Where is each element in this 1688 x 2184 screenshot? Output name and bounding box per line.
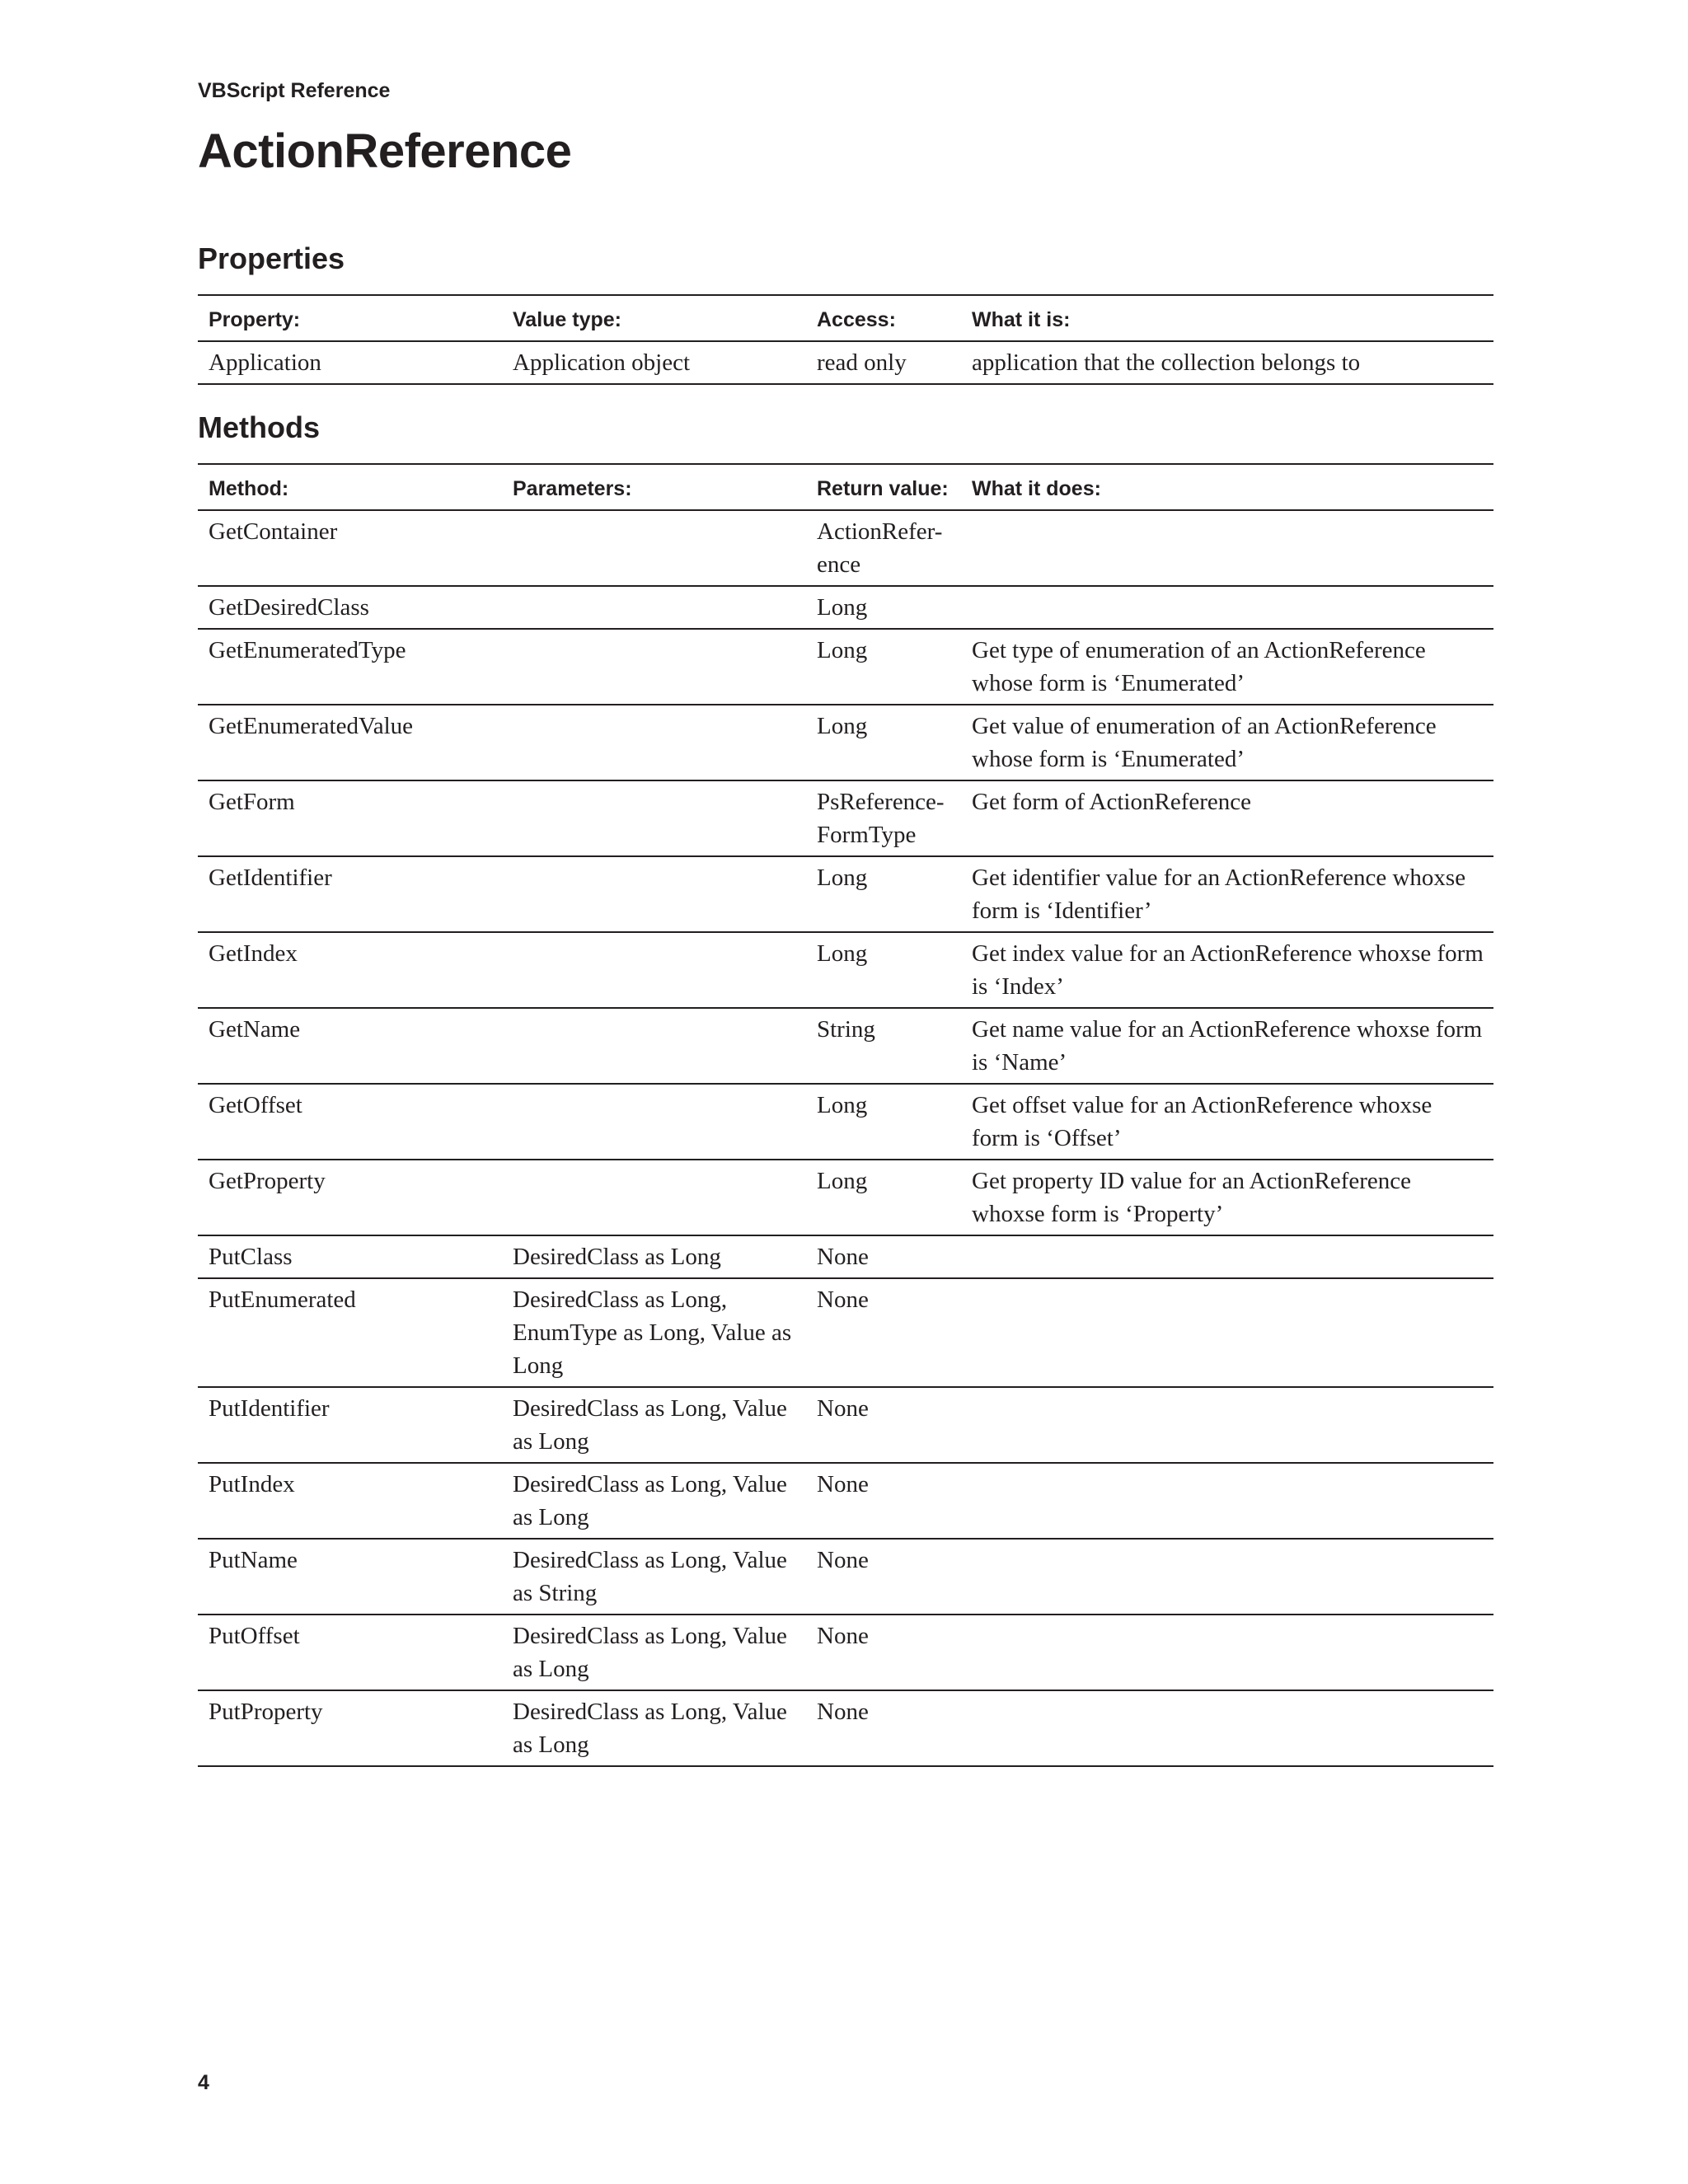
table-cell: PsReference-FormType <box>806 780 961 856</box>
table-cell <box>502 856 806 932</box>
table-row <box>198 705 1493 780</box>
table-cell: read only <box>806 341 961 384</box>
table-cell: Get value of enumeration of an ActionReference whose form is ‘Enumerated’ <box>961 705 1493 780</box>
table-cell: None <box>806 1235 961 1278</box>
table-row <box>198 1084 1493 1160</box>
table-cell: String <box>806 1008 961 1084</box>
table-cell <box>502 1160 806 1235</box>
column-header: Parameters: <box>502 464 806 510</box>
table-cell: None <box>806 1690 961 1766</box>
column-header: Property: <box>198 295 502 341</box>
methods-table-body <box>198 510 1493 1766</box>
table-cell <box>961 1463 1493 1539</box>
table-row <box>198 1387 1493 1463</box>
table-cell: DesiredClass as Long <box>502 1235 806 1278</box>
properties-table <box>198 294 1493 385</box>
table-cell: GetEnumeratedValue <box>198 705 502 780</box>
column-header: Value type: <box>502 295 806 341</box>
table-cell: application that the collection belongs to <box>961 341 1493 384</box>
table-row <box>198 780 1493 856</box>
table-cell: PutOffset <box>198 1615 502 1690</box>
column-header: Return value: <box>806 464 961 510</box>
table-cell <box>961 1690 1493 1766</box>
table-cell: GetForm <box>198 780 502 856</box>
table-row <box>198 510 1493 586</box>
table-cell: PutIdentifier <box>198 1387 502 1463</box>
table-cell <box>961 1278 1493 1387</box>
table-cell: Long <box>806 1160 961 1235</box>
table-row <box>198 1008 1493 1084</box>
table-cell: GetContainer <box>198 510 502 586</box>
methods-table <box>198 463 1493 1767</box>
table-cell <box>961 586 1493 629</box>
table-cell: DesiredClass as Long, Value as String <box>502 1539 806 1615</box>
table-cell <box>502 932 806 1008</box>
table-cell: Get property ID value for an ActionReference whoxse form is ‘Property’ <box>961 1160 1493 1235</box>
table-cell: GetDesiredClass <box>198 586 502 629</box>
table-cell: DesiredClass as Long, Value as Long <box>502 1463 806 1539</box>
table-row <box>198 586 1493 629</box>
table-cell: None <box>806 1539 961 1615</box>
table-row <box>198 1160 1493 1235</box>
table-row <box>198 1690 1493 1766</box>
table-cell: Application <box>198 341 502 384</box>
properties-heading: Properties <box>198 241 345 275</box>
table-cell: GetProperty <box>198 1160 502 1235</box>
table-cell: Long <box>806 705 961 780</box>
table-cell: Long <box>806 932 961 1008</box>
table-cell <box>502 705 806 780</box>
table-cell: PutName <box>198 1539 502 1615</box>
table-cell: GetEnumeratedType <box>198 629 502 705</box>
methods-header-row <box>198 464 1493 510</box>
table-row <box>198 1615 1493 1690</box>
column-header: What it does: <box>961 464 1493 510</box>
table-cell: GetIndex <box>198 932 502 1008</box>
page-number: 4 <box>198 2071 209 2094</box>
table-cell <box>502 586 806 629</box>
page-title: ActionReference <box>198 124 572 178</box>
table-cell <box>502 510 806 586</box>
table-cell: Application object <box>502 341 806 384</box>
table-row <box>198 629 1493 705</box>
table-cell <box>502 629 806 705</box>
methods-heading: Methods <box>198 410 320 444</box>
table-cell: Get identifier value for an ActionReference whoxse form is ‘Identifier’ <box>961 856 1493 932</box>
table-cell: None <box>806 1278 961 1387</box>
table-cell <box>961 1539 1493 1615</box>
table-row <box>198 856 1493 932</box>
column-header: Method: <box>198 464 502 510</box>
table-cell: Get name value for an ActionReference whoxse form is ‘Name’ <box>961 1008 1493 1084</box>
table-cell: Get offset value for an ActionReference whoxse form is ‘Offset’ <box>961 1084 1493 1160</box>
table-cell: DesiredClass as Long, Value as Long <box>502 1690 806 1766</box>
table-cell: Get form of ActionReference <box>961 780 1493 856</box>
table-row <box>198 1463 1493 1539</box>
table-row <box>198 341 1493 384</box>
table-cell: PutProperty <box>198 1690 502 1766</box>
table-cell: None <box>806 1615 961 1690</box>
table-cell <box>961 1615 1493 1690</box>
table-row <box>198 1278 1493 1387</box>
table-cell: Get index value for an ActionReference whoxse form is ‘Index’ <box>961 932 1493 1008</box>
table-cell: None <box>806 1463 961 1539</box>
table-cell: Long <box>806 856 961 932</box>
table-cell: Long <box>806 629 961 705</box>
column-header: What it is: <box>961 295 1493 341</box>
table-cell: DesiredClass as Long, EnumType as Long, Value as Long <box>502 1278 806 1387</box>
table-cell: PutEnumerated <box>198 1278 502 1387</box>
table-cell: GetName <box>198 1008 502 1084</box>
table-cell: DesiredClass as Long, Value as Long <box>502 1387 806 1463</box>
properties-table-body <box>198 341 1493 384</box>
table-cell <box>961 1387 1493 1463</box>
table-cell: GetIdentifier <box>198 856 502 932</box>
column-header: Access: <box>806 295 961 341</box>
table-cell: PutIndex <box>198 1463 502 1539</box>
table-row <box>198 1539 1493 1615</box>
table-cell: Get type of enumeration of an ActionReference whose form is ‘Enumerated’ <box>961 629 1493 705</box>
table-cell: Long <box>806 586 961 629</box>
properties-header-row <box>198 295 1493 341</box>
table-cell: ActionRefer-ence <box>806 510 961 586</box>
table-row <box>198 1235 1493 1278</box>
running-head: VBScript Reference <box>198 79 391 102</box>
table-cell <box>961 1235 1493 1278</box>
table-cell: None <box>806 1387 961 1463</box>
document-page <box>198 79 1493 1767</box>
table-cell: GetOffset <box>198 1084 502 1160</box>
table-cell <box>502 780 806 856</box>
table-cell: Long <box>806 1084 961 1160</box>
table-cell: PutClass <box>198 1235 502 1278</box>
table-row <box>198 932 1493 1008</box>
table-cell: DesiredClass as Long, Value as Long <box>502 1615 806 1690</box>
table-cell <box>502 1008 806 1084</box>
table-cell <box>961 510 1493 586</box>
table-cell <box>502 1084 806 1160</box>
